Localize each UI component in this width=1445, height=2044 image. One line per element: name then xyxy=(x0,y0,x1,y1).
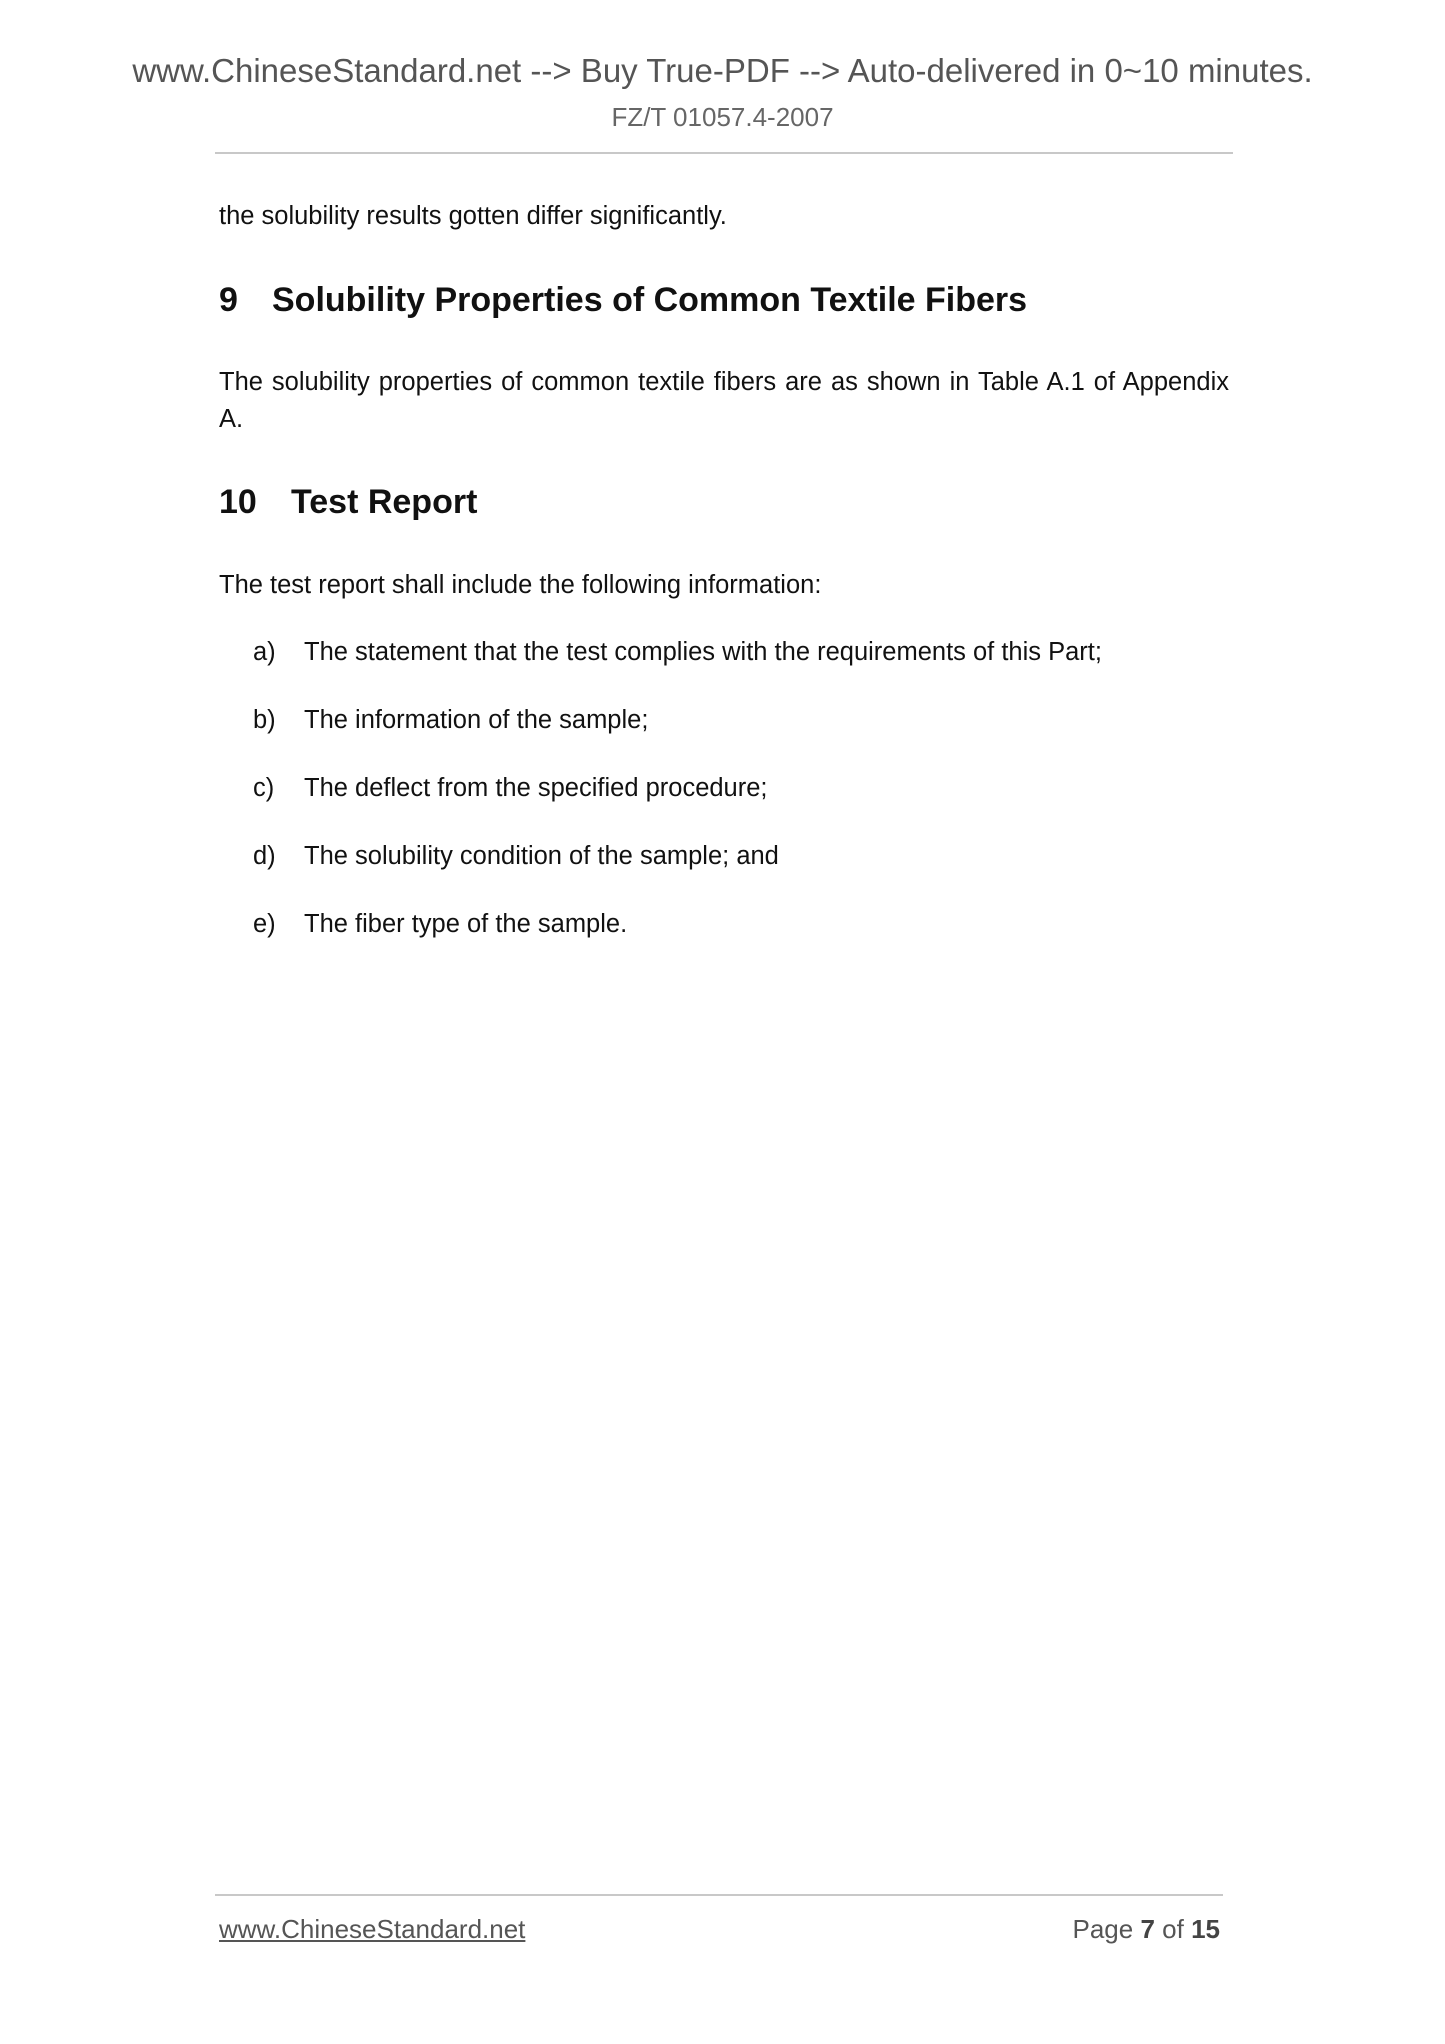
header-banner: www.ChineseStandard.net --> Buy True-PDF --> Auto-delivered in 0~10 minutes. xyxy=(132,52,1313,89)
list-marker: c) xyxy=(253,774,275,802)
list-item-text: The fiber type of the sample. xyxy=(304,910,628,938)
list-marker: e) xyxy=(253,910,276,938)
list-item xyxy=(219,702,1229,739)
section-9-text: The solubility properties of common textile fibers are as shown in Table A.1 of Appendix A. xyxy=(219,368,1229,433)
document-code: FZ/T 01057.4-2007 xyxy=(611,102,834,132)
section-10-intro: The test report shall include the following information: xyxy=(219,571,822,599)
list-item-text: The information of the sample; xyxy=(304,706,649,734)
footer-website-link[interactable]: www.ChineseStandard.net xyxy=(219,1914,526,1944)
list-item xyxy=(219,906,1229,943)
list-marker: b) xyxy=(253,706,276,734)
section-9-title: Solubility Properties of Common Textile Fibers xyxy=(272,281,1028,319)
page-label: Page xyxy=(1072,1914,1134,1944)
list-item-text: The statement that the test complies with the requirements of this Part; xyxy=(304,638,1102,666)
page-number xyxy=(1072,1914,1220,1945)
page-of-label: of xyxy=(1162,1914,1184,1944)
section-9-number: 9 xyxy=(219,281,238,319)
current-page: 7 xyxy=(1140,1914,1155,1944)
header-divider xyxy=(215,152,1233,154)
section-10-heading xyxy=(219,480,1229,524)
list-marker: a) xyxy=(253,638,276,666)
footer-divider xyxy=(215,1894,1223,1896)
list-item xyxy=(219,634,1229,671)
list-item xyxy=(219,770,1229,807)
list-item-text: The solubility condition of the sample; and xyxy=(304,842,779,870)
section-10-number: 10 xyxy=(219,483,257,521)
list-marker: d) xyxy=(253,842,276,870)
test-report-list xyxy=(219,634,1229,943)
continuation-text: the solubility results gotten differ significantly. xyxy=(219,202,727,230)
section-9-heading xyxy=(219,278,1229,322)
page-content xyxy=(219,198,1229,943)
section-10-title: Test Report xyxy=(291,483,478,521)
list-item xyxy=(219,838,1229,875)
list-item-text: The deflect from the specified procedure; xyxy=(304,774,768,802)
total-pages: 15 xyxy=(1191,1914,1220,1944)
